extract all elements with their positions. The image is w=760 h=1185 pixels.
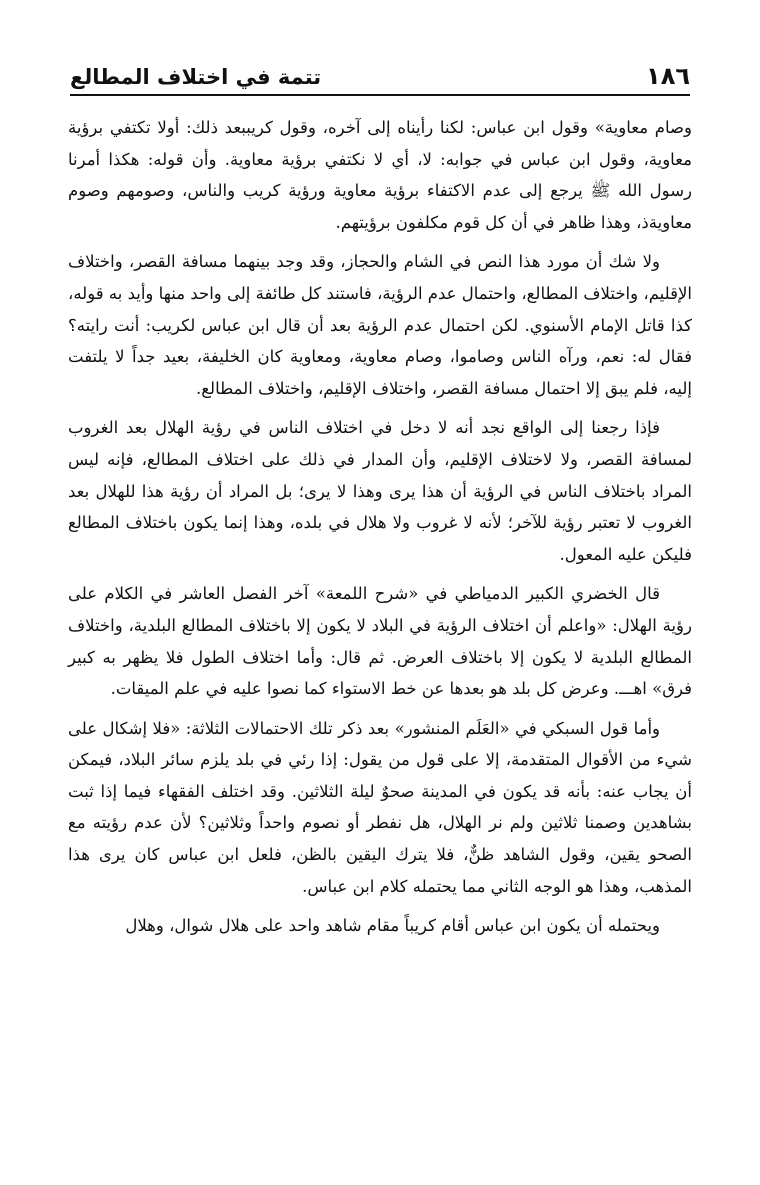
page-header [70,56,690,96]
page-number: ١٨٦ [646,62,690,90]
page-body [68,112,692,950]
paragraph-4: قال الخضري الكبير الدمياطي في «شرح اللمعة» آخر الفصل العاشر في الكلام على رؤية الهلال: «واعلم أن اختلاف الرؤية في البلاد لا يكون إلا باختلاف المطالع البلدية، واختلاف المطالع البلدية لا يكون إلا باختلاف العرض. ثم قال: وأما اختلاف الطول فلا يظهر به كبير فرق» اهـــ. وعرض كل بلد هو بعدها عن خط الاستواء كما نصوا عليه في علم الميقات. [68,584,692,699]
paragraph-1: وصام معاوية» وقول ابن عباس: لكنا رأيناه إلى آخره، وقول كريببعد ذلك: أولا تكتفي برؤية معاوية، وقول ابن عباس في جوابه: لا، أي لا نكتفي برؤية معاوية. وأن قوله: هكذا أمرنا رسول الله ﷺ يرجع إلى عدم الاكتفاء برؤية معاوية ورؤية كريب والناس، وصومهم وصوم معاويةذ، وهذا ظاهر في أن كل قوم مكلفون برؤيتهم. [68,118,692,232]
paragraph-6: ويحتمله أن يكون ابن عباس أقام كريباً مقام شاهد واحد على هلال شوال، وهلال [125,916,660,936]
running-title: تتمة في اختلاف المطالع [70,65,322,89]
paragraph-2: ولا شك أن مورد هذا النص في الشام والحجاز، وقد وجد بينهما مسافة القصر، واختلاف الإقليم، واختلاف المطالع، واحتمال عدم الرؤية، فاستند كل طائفة إلى واحد منها وأيد به قوله، كذا قاتل الإمام الأسنوي. لكن احتمال عدم الرؤية بعد أن قال ابن عباس لكريب: أنت رايته؟ فقال له: نعم، ورآه الناس وصاموا، وصام معاوية، ومعاوية كان الخليفة، بعيد جداً لا يلتفت إليه، فلم يبق إلا احتمال مسافة القصر، واختلاف الإقليم، واختلاف المطالع. [68,252,692,398]
paragraph-5: وأما قول السبكي في «العَلَم المنشور» بعد ذكر تلك الاحتمالات الثلاثة: «فلا إشكال على شيء من الأقوال المتقدمة، إلا على قول من يقول: إذا رئي في بلد يلزم سائر البلاد، فيمكن أن يجاب عنه: بأنه قد يكون في المدينة صحوٌ ليلة الثلاثين. وقد اختلف الفقهاء فيما إذا ثبت بشاهدين وصمنا ثلاثين ولم نر الهلال، هل نفطر أو نصوم واحداً وثلاثين؟ لأن عدم رؤيته مع الصحو يقين، وقول الشاهد ظنٌّ، فلا يترك اليقين بالظن، فلعل ابن عباس كان يرى هذا المذهب، وهذا هو الوجه الثاني مما يحتمله كلام ابن عباس. [68,718,692,896]
paragraph-3: فإذا رجعنا إلى الواقع نجد أنه لا دخل في اختلاف الناس في رؤية الهلال بعد الغروب لمسافة القصر، ولا لاختلاف الإقليم، وأن المدار في ذلك على اختلاف المطالع، فإنه ليس المراد باختلاف الناس في الرؤية أن هذا يرى وهذا لا يرى؛ بل المراد أن رؤية هذا للهلال بعد الغروب لا تعتبر رؤية للآخر؛ لأنه لا غروب ولا هلال في بلده، وهذا إنما يكون باختلاف المطالع فليكن عليه المعول. [68,418,692,564]
